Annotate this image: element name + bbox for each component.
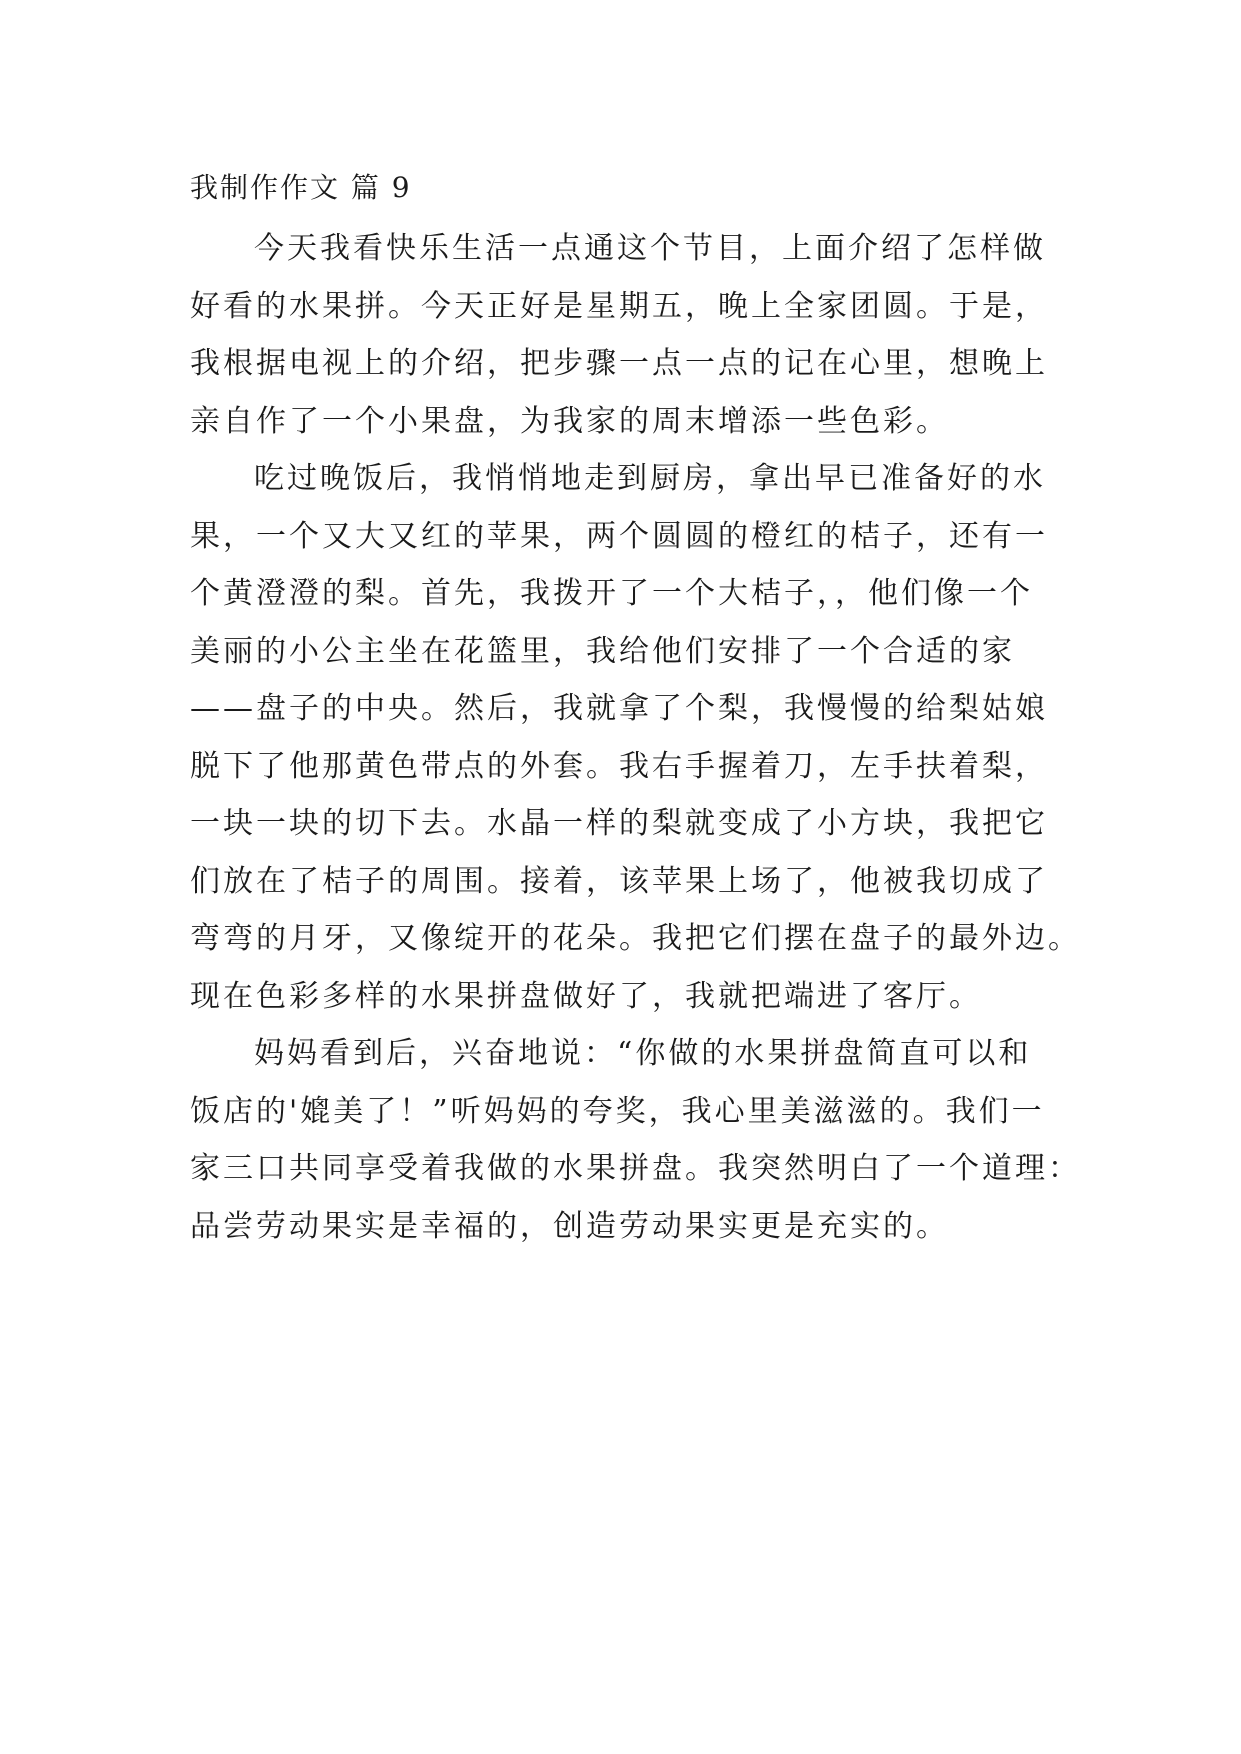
paragraph-line: 弯弯的月牙，又像绽开的花朵。我把它们摆在盘子的最外边。	[190, 921, 1081, 956]
paragraph-line: 家三口共同享受着我做的水果拼盘。我突然明白了一个道理：	[190, 1151, 1081, 1186]
paragraph-line: 吃过晚饭后，我悄悄地走到厨房，拿出早已准备好的水	[254, 461, 1046, 496]
paragraph-line: 饭店的'媲美了！”听妈妈的夸奖，我心里美滋滋的。我们一	[190, 1093, 1045, 1129]
paragraph-1	[190, 220, 1060, 450]
paragraph-line: 一块一块的切下去。水晶一样的梨就变成了小方块，我把它	[190, 806, 1048, 841]
paragraph-line: 美丽的小公主坐在花篮里，我给他们安排了一个合适的家	[190, 633, 1015, 669]
paragraph-line: 好看的水果拼。今天正好是星期五，晚上全家团圆。于是，	[190, 288, 1048, 324]
paragraph-line: 亲自作了一个小果盘，为我家的周末增添一些色彩。	[190, 403, 949, 439]
paragraph-line: 们放在了桔子的周围。接着，该苹果上场了，他被我切成了	[190, 863, 1048, 899]
paragraph-line: 我根据电视上的介绍，把步骤一点一点的记在心里，想晚上	[190, 346, 1048, 381]
paragraph-line: 今天我看快乐生活一点通这个节目，上面介绍了怎样做	[254, 231, 1046, 266]
paragraph-line: 果，一个又大又红的苹果，两个圆圆的橙红的桔子，还有一	[190, 518, 1048, 554]
paragraph-2	[190, 450, 1081, 1025]
paragraph-line: 妈妈看到后，兴奋地说：“你做的水果拼盘简直可以和	[254, 1036, 1032, 1071]
paragraph-line: ——盘子的中央。然后，我就拿了个梨，我慢慢的给梨姑娘	[190, 691, 1048, 726]
document-body	[190, 160, 1081, 1255]
paragraph-line: 个黄澄澄的梨。首先，我拨开了一个大桔子，，他们像一个	[190, 576, 1033, 611]
paragraph-3	[190, 1025, 1081, 1255]
paragraph-line: 品尝劳动果实是幸福的，创造劳动果实更是充实的。	[190, 1208, 949, 1244]
paragraph-line: 现在色彩多样的水果拼盘做好了，我就把端进了客厅。	[190, 978, 982, 1014]
document-title: 我制作作文 篇 9	[190, 171, 412, 204]
paragraph-line: 脱下了他那黄色带点的外套。我右手握着刀，左手扶着梨，	[190, 748, 1048, 784]
